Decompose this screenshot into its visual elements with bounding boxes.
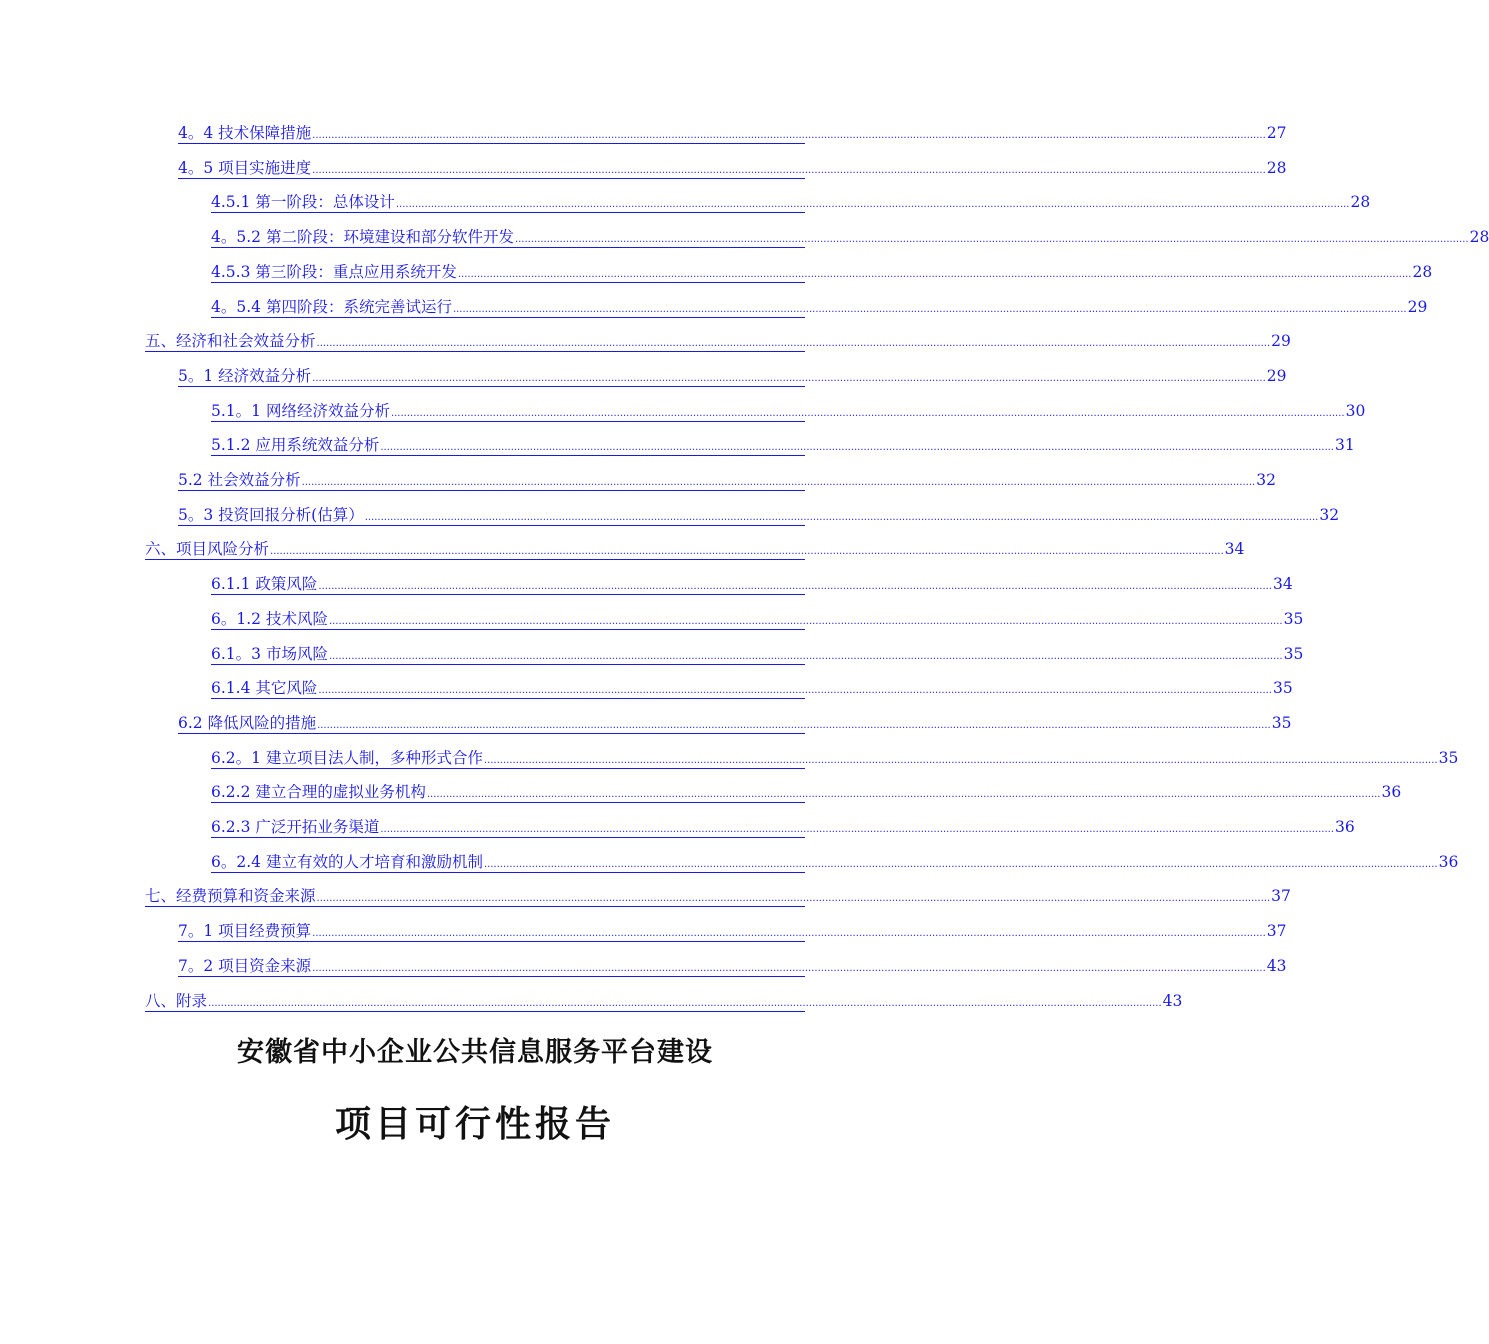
toc-entry[interactable]: [211, 431, 1355, 456]
toc-entry[interactable]: [211, 397, 1366, 422]
toc-dot-leader: ............................................................................................................................................................................................................................................................................................................: [328, 650, 1283, 662]
toc-dot-leader: ............................................................................................................................................................................................................................................................................................................: [318, 581, 1272, 593]
toc-entry-title: 6.2.3 广泛开拓业务渠道: [211, 818, 380, 836]
toc-dot-leader: ............................................................................................................................................................................................................................................................................................................: [390, 407, 1345, 419]
toc-page-number: 34: [1224, 540, 1245, 559]
toc-page-number: 29: [1407, 297, 1428, 316]
toc-entry[interactable]: [178, 119, 1287, 144]
toc-entry-title: 6。1.2 技术风险: [211, 609, 328, 628]
toc-entry[interactable]: [178, 917, 1287, 942]
toc-dot-leader: ............................................................................................................................................................................................................................................................................................................: [312, 164, 1266, 176]
toc-dot-leader: ............................................................................................................................................................................................................................................................................................................: [301, 477, 1256, 488]
toc-dot-leader: ............................................................................................................................................................................................................................................................................................................: [514, 234, 1469, 246]
toc-page-number: 43: [1266, 956, 1287, 975]
toc-dot-leader: ............................................................................................................................................................................................................................................................................................................: [364, 511, 1319, 523]
toc-page-number: 35: [1283, 609, 1304, 628]
toc-entry-title: 7。1 项目经费预算: [178, 922, 312, 941]
toc-page-number: 35: [1271, 713, 1292, 732]
toc-dot-leader: ............................................................................................................................................................................................................................................................................................................: [426, 789, 1381, 801]
toc-entry[interactable]: [178, 952, 1287, 977]
toc-page-number: 35: [1438, 748, 1459, 767]
toc-entry-title: 4。5.4 第四阶段：系统完善试运行: [211, 297, 452, 316]
toc-entry[interactable]: [211, 744, 1459, 769]
toc-entry[interactable]: [211, 848, 1459, 873]
toc-entry[interactable]: [145, 882, 1291, 907]
toc-entry-title: 7。2 项目资金来源: [178, 956, 312, 975]
toc-entry[interactable]: [211, 605, 1304, 630]
toc-entry-title: 6。2.4 建立有效的人才培育和激励机制: [211, 852, 483, 871]
toc-entry[interactable]: [145, 327, 1291, 352]
toc-entry-title: 六、项目风险分析: [145, 540, 270, 559]
toc-dot-leader: ............................................................................................................................................................................................................................................................................................................: [316, 893, 1271, 905]
toc-dot-leader: ............................................................................................................................................................................................................................................................................................................: [316, 338, 1271, 350]
toc-entry[interactable]: [211, 293, 1428, 318]
toc-dot-leader: ............................................................................................................................................................................................................................................................................................................: [328, 615, 1283, 627]
toc-entry-title: 6.2.2 建立合理的虚拟业务机构: [211, 783, 426, 802]
toc-entry-title: 4。5 项目实施进度: [178, 158, 312, 177]
toc-dot-leader: ............................................................................................................................................................................................................................................................................................................: [483, 858, 1438, 870]
toc-entry-title: 5.1。1 网络经济效益分析: [211, 401, 390, 420]
toc-page-number: 30: [1345, 401, 1366, 420]
toc-page-number: 28: [1266, 158, 1287, 177]
toc-dot-leader: ............................................................................................................................................................................................................................................................................................................: [483, 754, 1438, 766]
toc-entry[interactable]: [211, 640, 1304, 665]
toc-entry-title: 八、附录: [145, 991, 208, 1010]
toc-page-number: 36: [1335, 818, 1355, 836]
toc-entry-title: 5.1.2 应用系统效益分析: [211, 436, 380, 455]
toc-entry[interactable]: [178, 154, 1287, 179]
toc-entry-title: 五、经济和社会效益分析: [145, 332, 316, 351]
toc-entry-title: 6.1。3 市场风险: [211, 644, 328, 663]
toc-entry[interactable]: [211, 258, 1433, 283]
toc-entry[interactable]: [145, 987, 1183, 1012]
toc-page-number: 35: [1283, 644, 1304, 663]
toc-page-number: 29: [1271, 332, 1291, 351]
toc-entry[interactable]: [178, 709, 1292, 734]
toc-entry[interactable]: [211, 188, 1371, 213]
toc-entry[interactable]: [145, 535, 1245, 560]
toc-dot-leader: ............................................................................................................................................................................................................................................................................................................: [395, 199, 1350, 211]
toc-entry-title: 6.2。1 建立项目法人制，多种形式合作: [211, 748, 483, 767]
toc-entry[interactable]: [178, 466, 1276, 491]
toc-entry-title: 6.1.4 其它风险: [211, 679, 318, 698]
toc-entry[interactable]: [211, 570, 1293, 595]
toc-dot-leader: ............................................................................................................................................................................................................................................................................................................: [312, 928, 1266, 940]
toc-entry[interactable]: [211, 223, 1489, 248]
toc-page-number: 31: [1335, 436, 1355, 455]
toc-dot-leader: ............................................................................................................................................................................................................................................................................................................: [312, 130, 1266, 141]
toc-dot-leader: ............................................................................................................................................................................................................................................................................................................: [270, 546, 1224, 558]
document-subtitle: 项目可行性报告: [334, 1104, 615, 1145]
toc-entry-title: 4。5.2 第二阶段：环境建设和部分软件开发: [211, 228, 514, 247]
toc-entry[interactable]: [211, 813, 1355, 838]
toc-page-number: 43: [1162, 991, 1183, 1010]
toc-entry-title: 5.2 社会效益分析: [178, 471, 301, 489]
toc-dot-leader: ............................................................................................................................................................................................................................................................................................................: [317, 719, 1271, 731]
toc-page-number: 36: [1381, 783, 1402, 802]
toc-entry[interactable]: [211, 674, 1293, 699]
toc-page-number: 36: [1438, 852, 1459, 871]
toc-entry-title: 七、经费预算和资金来源: [145, 887, 316, 906]
toc-page-number: 37: [1271, 887, 1291, 906]
toc-entry-title: 5。3 投资回报分析(估算）: [178, 505, 364, 524]
toc-entry[interactable]: [211, 778, 1402, 803]
toc-dot-leader: ............................................................................................................................................................................................................................................................................................................: [380, 824, 1334, 835]
toc-entry-title: 4.5.1 第一阶段：总体设计: [211, 193, 395, 212]
toc-dot-leader: ............................................................................................................................................................................................................................................................................................................: [318, 685, 1272, 697]
toc-page-number: 32: [1319, 505, 1340, 524]
toc-entry-title: 5。1 经济效益分析: [178, 366, 312, 385]
toc-page-number: 29: [1266, 366, 1287, 385]
toc-page-number: 28: [1412, 262, 1433, 281]
toc-entry[interactable]: [178, 501, 1340, 526]
toc-dot-leader: ............................................................................................................................................................................................................................................................................................................: [312, 962, 1266, 974]
toc-entry-title: 4.5.3 第三阶段：重点应用系统开发: [211, 262, 457, 281]
toc-entry-title: 6.1.1 政策风险: [211, 575, 318, 594]
toc-page-number: 37: [1266, 922, 1287, 941]
toc-page-number: 32: [1256, 471, 1276, 489]
toc-page-number: 27: [1266, 124, 1287, 142]
toc-page-number: 35: [1273, 679, 1293, 698]
toc-page-number: 28: [1350, 193, 1371, 212]
toc-dot-leader: ............................................................................................................................................................................................................................................................................................................: [312, 372, 1266, 384]
toc-entry-title: 6.2 降低风险的措施: [178, 713, 317, 732]
document-title: 安徽省中小企业公共信息服务平台建设: [237, 1037, 713, 1068]
toc-entry[interactable]: [178, 362, 1287, 387]
toc-page-number: 28: [1469, 228, 1489, 247]
toc-entry-title: 4。4 技术保障措施: [178, 124, 312, 142]
toc-dot-leader: ............................................................................................................................................................................................................................................................................................................: [452, 303, 1407, 315]
toc-dot-leader: ............................................................................................................................................................................................................................................................................................................: [380, 442, 1334, 454]
toc-dot-leader: ............................................................................................................................................................................................................................................................................................................: [208, 997, 1162, 1009]
toc-dot-leader: ............................................................................................................................................................................................................................................................................................................: [457, 268, 1412, 280]
toc-page-number: 34: [1273, 575, 1293, 594]
